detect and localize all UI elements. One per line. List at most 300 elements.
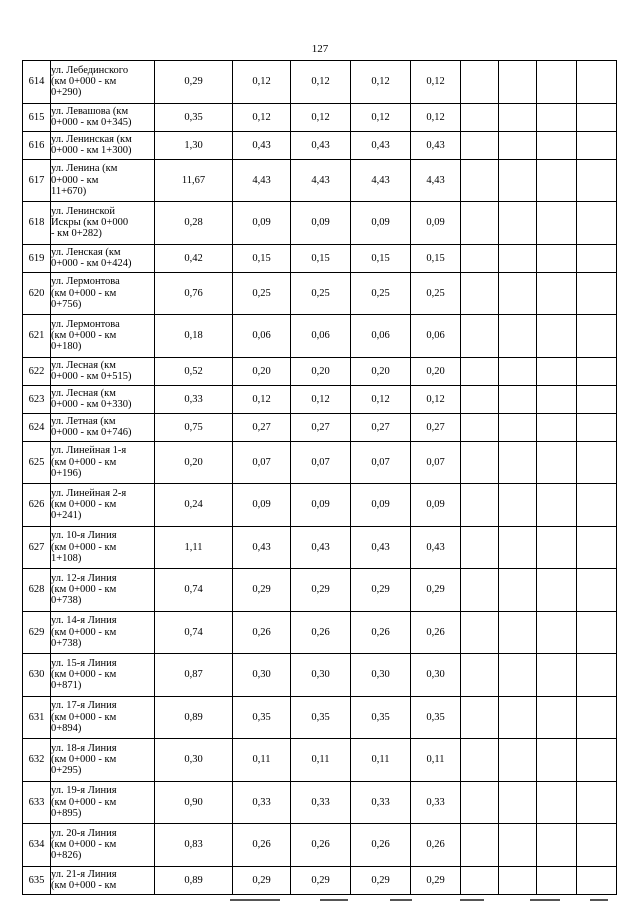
table-row: [23, 824, 617, 867]
empty-cell: [577, 739, 617, 782]
empty-cell: [499, 866, 537, 894]
value-cell: 0,06: [233, 315, 291, 358]
value-cell: 0,89: [155, 866, 233, 894]
row-number: 634: [23, 824, 51, 867]
street-name-cell: [51, 569, 155, 612]
table-row: [23, 103, 617, 131]
value-cell: 0,26: [351, 611, 411, 654]
table-row: [23, 866, 617, 894]
street-name-line: ул. Ленская (км: [51, 246, 121, 258]
empty-cell: [577, 202, 617, 245]
value-cell: 0,43: [233, 131, 291, 159]
value-cell: 0,07: [351, 441, 411, 484]
street-name-line: ул. Лермонтова: [51, 318, 120, 330]
empty-cell: [461, 484, 499, 527]
empty-cell: [537, 484, 577, 527]
street-name-line: 0+738): [51, 637, 82, 649]
row-number: 633: [23, 781, 51, 824]
empty-cell: [537, 611, 577, 654]
value-cell: 0,15: [351, 244, 411, 272]
value-cell: 0,43: [233, 526, 291, 569]
table-row: [23, 781, 617, 824]
street-name-line: ул. Линейная 2-я: [51, 487, 127, 499]
street-name-line: ул. 19-я Линия: [51, 785, 117, 797]
value-cell: 0,29: [233, 866, 291, 894]
street-name-line: ул. 18-я Линия: [51, 742, 117, 754]
value-cell: 0,28: [155, 202, 233, 245]
value-cell: 0,06: [291, 315, 351, 358]
row-number: 625: [23, 441, 51, 484]
street-name-line: Искры (км 0+000: [51, 217, 129, 229]
value-cell: 0,20: [351, 357, 411, 385]
empty-cell: [461, 385, 499, 413]
street-name-line: ул. 21-я Линия: [51, 868, 117, 880]
value-cell: 0,26: [411, 824, 461, 867]
street-name-line: 0+000 - км 0+515): [51, 371, 132, 382]
row-number: 632: [23, 739, 51, 782]
street-name-line: ул. Ленинская (км: [51, 133, 132, 145]
empty-cell: [577, 696, 617, 739]
street-name-cell: [51, 103, 155, 131]
value-cell: 0,35: [155, 103, 233, 131]
street-name-line: 0+895): [51, 807, 82, 819]
value-cell: 0,12: [351, 61, 411, 104]
empty-cell: [577, 61, 617, 104]
value-cell: 0,20: [411, 357, 461, 385]
street-name-cell: [51, 385, 155, 413]
empty-cell: [461, 611, 499, 654]
table-row: [23, 611, 617, 654]
street-name-cell: [51, 357, 155, 385]
street-name-cell: [51, 272, 155, 315]
table-row: [23, 385, 617, 413]
footer-scan-marks: [230, 899, 610, 903]
street-name-line: ул. Ленинской: [51, 205, 115, 217]
value-cell: 0,29: [351, 866, 411, 894]
value-cell: 0,12: [411, 61, 461, 104]
empty-cell: [537, 441, 577, 484]
value-cell: 0,25: [351, 272, 411, 315]
value-cell: 0,30: [411, 654, 461, 697]
empty-cell: [577, 103, 617, 131]
value-cell: 0,07: [411, 441, 461, 484]
street-name-line: ул. 20-я Линия: [51, 827, 117, 839]
value-cell: 0,12: [411, 385, 461, 413]
empty-cell: [499, 441, 537, 484]
value-cell: 0,09: [351, 484, 411, 527]
empty-cell: [577, 654, 617, 697]
street-name-cell: [51, 739, 155, 782]
value-cell: 0,09: [233, 484, 291, 527]
street-name-line: (км 0+000 - км: [51, 711, 117, 723]
value-cell: 0,26: [291, 824, 351, 867]
street-name-line: ул. Ленина (км: [51, 163, 118, 175]
street-name-cell: [51, 866, 155, 894]
street-name-line: 0+000 - км 0+345): [51, 117, 132, 128]
empty-cell: [577, 611, 617, 654]
empty-cell: [577, 413, 617, 441]
value-cell: 0,27: [291, 413, 351, 441]
empty-cell: [537, 866, 577, 894]
empty-cell: [499, 781, 537, 824]
empty-cell: [537, 385, 577, 413]
empty-cell: [537, 413, 577, 441]
empty-cell: [499, 413, 537, 441]
value-cell: 0,20: [155, 441, 233, 484]
table-row: [23, 696, 617, 739]
empty-cell: [461, 781, 499, 824]
value-cell: 0,12: [291, 61, 351, 104]
value-cell: 0,35: [233, 696, 291, 739]
value-cell: 0,87: [155, 654, 233, 697]
value-cell: 0,11: [233, 739, 291, 782]
table-row: [23, 315, 617, 358]
street-name-line: (км 0+000 - км: [51, 456, 117, 468]
empty-cell: [461, 526, 499, 569]
value-cell: 0,09: [411, 484, 461, 527]
empty-cell: [537, 824, 577, 867]
empty-cell: [537, 696, 577, 739]
street-name-line: 0+756): [51, 298, 82, 310]
empty-cell: [461, 159, 499, 202]
street-name-line: ул. Лебединского: [51, 64, 129, 76]
row-number: 623: [23, 385, 51, 413]
table-row: [23, 202, 617, 245]
empty-cell: [537, 739, 577, 782]
street-name-line: 0+000 - км 0+746): [51, 427, 132, 438]
street-name-cell: [51, 526, 155, 569]
row-number: 616: [23, 131, 51, 159]
empty-cell: [499, 385, 537, 413]
street-name-line: - км 0+282): [51, 228, 102, 240]
empty-cell: [461, 413, 499, 441]
value-cell: 0,75: [155, 413, 233, 441]
value-cell: 0,12: [233, 385, 291, 413]
value-cell: 0,12: [291, 385, 351, 413]
street-name-cell: [51, 131, 155, 159]
value-cell: 0,15: [233, 244, 291, 272]
value-cell: 0,12: [351, 103, 411, 131]
value-cell: 4,43: [233, 159, 291, 202]
empty-cell: [499, 272, 537, 315]
empty-cell: [499, 159, 537, 202]
empty-cell: [499, 739, 537, 782]
value-cell: 0,26: [233, 824, 291, 867]
page-number: 127: [311, 43, 329, 55]
value-cell: 0,33: [233, 781, 291, 824]
empty-cell: [499, 569, 537, 612]
value-cell: 0,89: [155, 696, 233, 739]
street-name-line: ул. 15-я Линия: [51, 657, 117, 669]
row-number: 629: [23, 611, 51, 654]
empty-cell: [499, 696, 537, 739]
value-cell: 0,12: [233, 103, 291, 131]
value-cell: 0,12: [291, 103, 351, 131]
empty-cell: [461, 103, 499, 131]
empty-cell: [499, 131, 537, 159]
street-name-line: ул. Линейная 1-я: [51, 445, 127, 457]
empty-cell: [537, 131, 577, 159]
empty-cell: [537, 357, 577, 385]
value-cell: 0,09: [351, 202, 411, 245]
street-name-line: 0+290): [51, 87, 82, 99]
value-cell: 11,67: [155, 159, 233, 202]
value-cell: 0,43: [351, 131, 411, 159]
value-cell: 0,09: [291, 202, 351, 245]
street-name-line: (км 0+000 - км: [51, 330, 117, 342]
street-name-line: ул. Лесная (км: [51, 387, 116, 399]
street-name-line: (км 0+000 - км: [51, 541, 117, 553]
row-number: 618: [23, 202, 51, 245]
value-cell: 0,35: [291, 696, 351, 739]
empty-cell: [577, 866, 617, 894]
value-cell: 0,43: [351, 526, 411, 569]
empty-cell: [577, 569, 617, 612]
table-row: [23, 441, 617, 484]
row-number: 626: [23, 484, 51, 527]
value-cell: 0,29: [155, 61, 233, 104]
value-cell: 0,76: [155, 272, 233, 315]
row-number: 619: [23, 244, 51, 272]
street-name-line: 0+894): [51, 722, 82, 734]
row-number: 631: [23, 696, 51, 739]
table-row: [23, 739, 617, 782]
value-cell: 0,29: [233, 569, 291, 612]
empty-cell: [537, 781, 577, 824]
street-name-line: ул. Летная (км: [51, 415, 116, 427]
street-name-cell: [51, 315, 155, 358]
value-cell: 0,30: [155, 739, 233, 782]
street-name-line: 0+000 - км 0+330): [51, 399, 132, 410]
value-cell: 0,33: [155, 385, 233, 413]
street-name-cell: [51, 159, 155, 202]
table-row: [23, 159, 617, 202]
value-cell: 0,25: [291, 272, 351, 315]
empty-cell: [577, 357, 617, 385]
street-name-line: ул. 10-я Линия: [51, 530, 117, 542]
street-name-line: (км 0+000 - км: [51, 626, 117, 638]
value-cell: 0,83: [155, 824, 233, 867]
street-name-line: 11+670): [51, 185, 87, 197]
value-cell: 0,09: [233, 202, 291, 245]
table-row: [23, 569, 617, 612]
empty-cell: [577, 244, 617, 272]
value-cell: 0,33: [351, 781, 411, 824]
road-registry-table: [22, 60, 617, 895]
value-cell: 0,07: [291, 441, 351, 484]
street-name-line: 0+000 - км 0+424): [51, 258, 132, 269]
value-cell: 0,33: [291, 781, 351, 824]
street-name-line: ул. 14-я Линия: [51, 615, 117, 627]
value-cell: 0,26: [411, 611, 461, 654]
street-name-cell: [51, 244, 155, 272]
street-name-line: 0+241): [51, 510, 82, 522]
value-cell: 0,15: [411, 244, 461, 272]
empty-cell: [461, 244, 499, 272]
value-cell: 0,11: [291, 739, 351, 782]
empty-cell: [577, 385, 617, 413]
street-name-cell: [51, 654, 155, 697]
value-cell: 0,30: [291, 654, 351, 697]
value-cell: 4,43: [291, 159, 351, 202]
row-number: 628: [23, 569, 51, 612]
street-name-cell: [51, 441, 155, 484]
empty-cell: [537, 61, 577, 104]
street-name-line: (км 0+000 - км: [51, 839, 117, 851]
value-cell: 0,07: [233, 441, 291, 484]
value-cell: 0,06: [351, 315, 411, 358]
street-name-line: (км 0+000 - км: [51, 499, 117, 511]
empty-cell: [577, 131, 617, 159]
empty-cell: [577, 526, 617, 569]
table-row: [23, 413, 617, 441]
value-cell: 0,43: [411, 131, 461, 159]
value-cell: 0,26: [291, 611, 351, 654]
value-cell: 0,30: [351, 654, 411, 697]
empty-cell: [499, 244, 537, 272]
value-cell: 0,27: [233, 413, 291, 441]
value-cell: 0,06: [411, 315, 461, 358]
value-cell: 1,11: [155, 526, 233, 569]
empty-cell: [537, 244, 577, 272]
value-cell: 0,27: [351, 413, 411, 441]
empty-cell: [499, 315, 537, 358]
value-cell: 0,25: [233, 272, 291, 315]
street-name-cell: [51, 696, 155, 739]
empty-cell: [499, 611, 537, 654]
street-name-line: (км 0+000 - км: [51, 287, 117, 299]
street-name-cell: [51, 484, 155, 527]
value-cell: 0,74: [155, 611, 233, 654]
value-cell: 0,11: [351, 739, 411, 782]
empty-cell: [577, 824, 617, 867]
row-number: 624: [23, 413, 51, 441]
empty-cell: [499, 824, 537, 867]
empty-cell: [499, 61, 537, 104]
street-name-line: ул. Левашова (км: [51, 105, 129, 117]
empty-cell: [461, 696, 499, 739]
street-name-line: (км 0+000 - км: [51, 584, 117, 596]
street-name-line: 0+000 - км: [51, 174, 99, 186]
row-number: 615: [23, 103, 51, 131]
street-name-line: 0+196): [51, 467, 82, 479]
empty-cell: [537, 526, 577, 569]
value-cell: 0,09: [291, 484, 351, 527]
row-number: 627: [23, 526, 51, 569]
value-cell: 0,43: [411, 526, 461, 569]
row-number: 617: [23, 159, 51, 202]
row-number: 620: [23, 272, 51, 315]
empty-cell: [461, 357, 499, 385]
value-cell: 0,26: [351, 824, 411, 867]
empty-cell: [537, 654, 577, 697]
street-name-line: ул. Лермонтова: [51, 276, 120, 288]
table-row: [23, 654, 617, 697]
street-name-line: 0+826): [51, 850, 82, 862]
empty-cell: [499, 202, 537, 245]
empty-cell: [461, 866, 499, 894]
street-name-cell: [51, 61, 155, 104]
empty-cell: [461, 202, 499, 245]
street-name-line: (км 0+000 - км: [51, 76, 117, 88]
street-name-cell: [51, 413, 155, 441]
table-row: [23, 484, 617, 527]
street-name-line: ул. 17-я Линия: [51, 700, 117, 712]
empty-cell: [577, 484, 617, 527]
value-cell: 0,35: [411, 696, 461, 739]
value-cell: 0,25: [411, 272, 461, 315]
empty-cell: [577, 159, 617, 202]
empty-cell: [499, 484, 537, 527]
table-row: [23, 244, 617, 272]
registry-body: [23, 61, 617, 895]
street-name-line: 0+871): [51, 680, 82, 692]
table-row: [23, 61, 617, 104]
value-cell: 0,29: [291, 866, 351, 894]
value-cell: 0,52: [155, 357, 233, 385]
street-name-line: ул. 12-я Линия: [51, 572, 117, 584]
value-cell: 0,18: [155, 315, 233, 358]
empty-cell: [537, 272, 577, 315]
value-cell: 0,26: [233, 611, 291, 654]
empty-cell: [461, 272, 499, 315]
empty-cell: [461, 131, 499, 159]
empty-cell: [461, 61, 499, 104]
street-name-cell: [51, 781, 155, 824]
empty-cell: [577, 441, 617, 484]
value-cell: 0,29: [411, 866, 461, 894]
empty-cell: [461, 569, 499, 612]
row-number: 614: [23, 61, 51, 104]
value-cell: 0,15: [291, 244, 351, 272]
street-name-line: (км 0+000 - км: [51, 796, 117, 808]
row-number: 622: [23, 357, 51, 385]
street-name-line: (км 0+000 - км: [51, 880, 117, 891]
row-number: 630: [23, 654, 51, 697]
value-cell: 0,33: [411, 781, 461, 824]
table-row: [23, 131, 617, 159]
value-cell: 4,43: [351, 159, 411, 202]
empty-cell: [461, 315, 499, 358]
value-cell: 0,42: [155, 244, 233, 272]
empty-cell: [537, 202, 577, 245]
value-cell: 0,43: [291, 526, 351, 569]
value-cell: 0,27: [411, 413, 461, 441]
street-name-cell: [51, 824, 155, 867]
table-row: [23, 357, 617, 385]
value-cell: 0,90: [155, 781, 233, 824]
street-name-cell: [51, 202, 155, 245]
empty-cell: [577, 315, 617, 358]
empty-cell: [537, 103, 577, 131]
value-cell: 0,11: [411, 739, 461, 782]
street-name-line: 0+000 - км 1+300): [51, 145, 132, 156]
street-name-cell: [51, 611, 155, 654]
value-cell: 0,74: [155, 569, 233, 612]
value-cell: 0,29: [351, 569, 411, 612]
value-cell: 0,35: [351, 696, 411, 739]
empty-cell: [537, 569, 577, 612]
empty-cell: [537, 315, 577, 358]
street-name-line: 1+108): [51, 552, 82, 564]
empty-cell: [499, 103, 537, 131]
empty-cell: [461, 824, 499, 867]
row-number: 635: [23, 866, 51, 894]
value-cell: 0,20: [233, 357, 291, 385]
empty-cell: [499, 357, 537, 385]
street-name-line: ул. Лесная (км: [51, 359, 116, 371]
street-name-line: 0+180): [51, 341, 82, 353]
